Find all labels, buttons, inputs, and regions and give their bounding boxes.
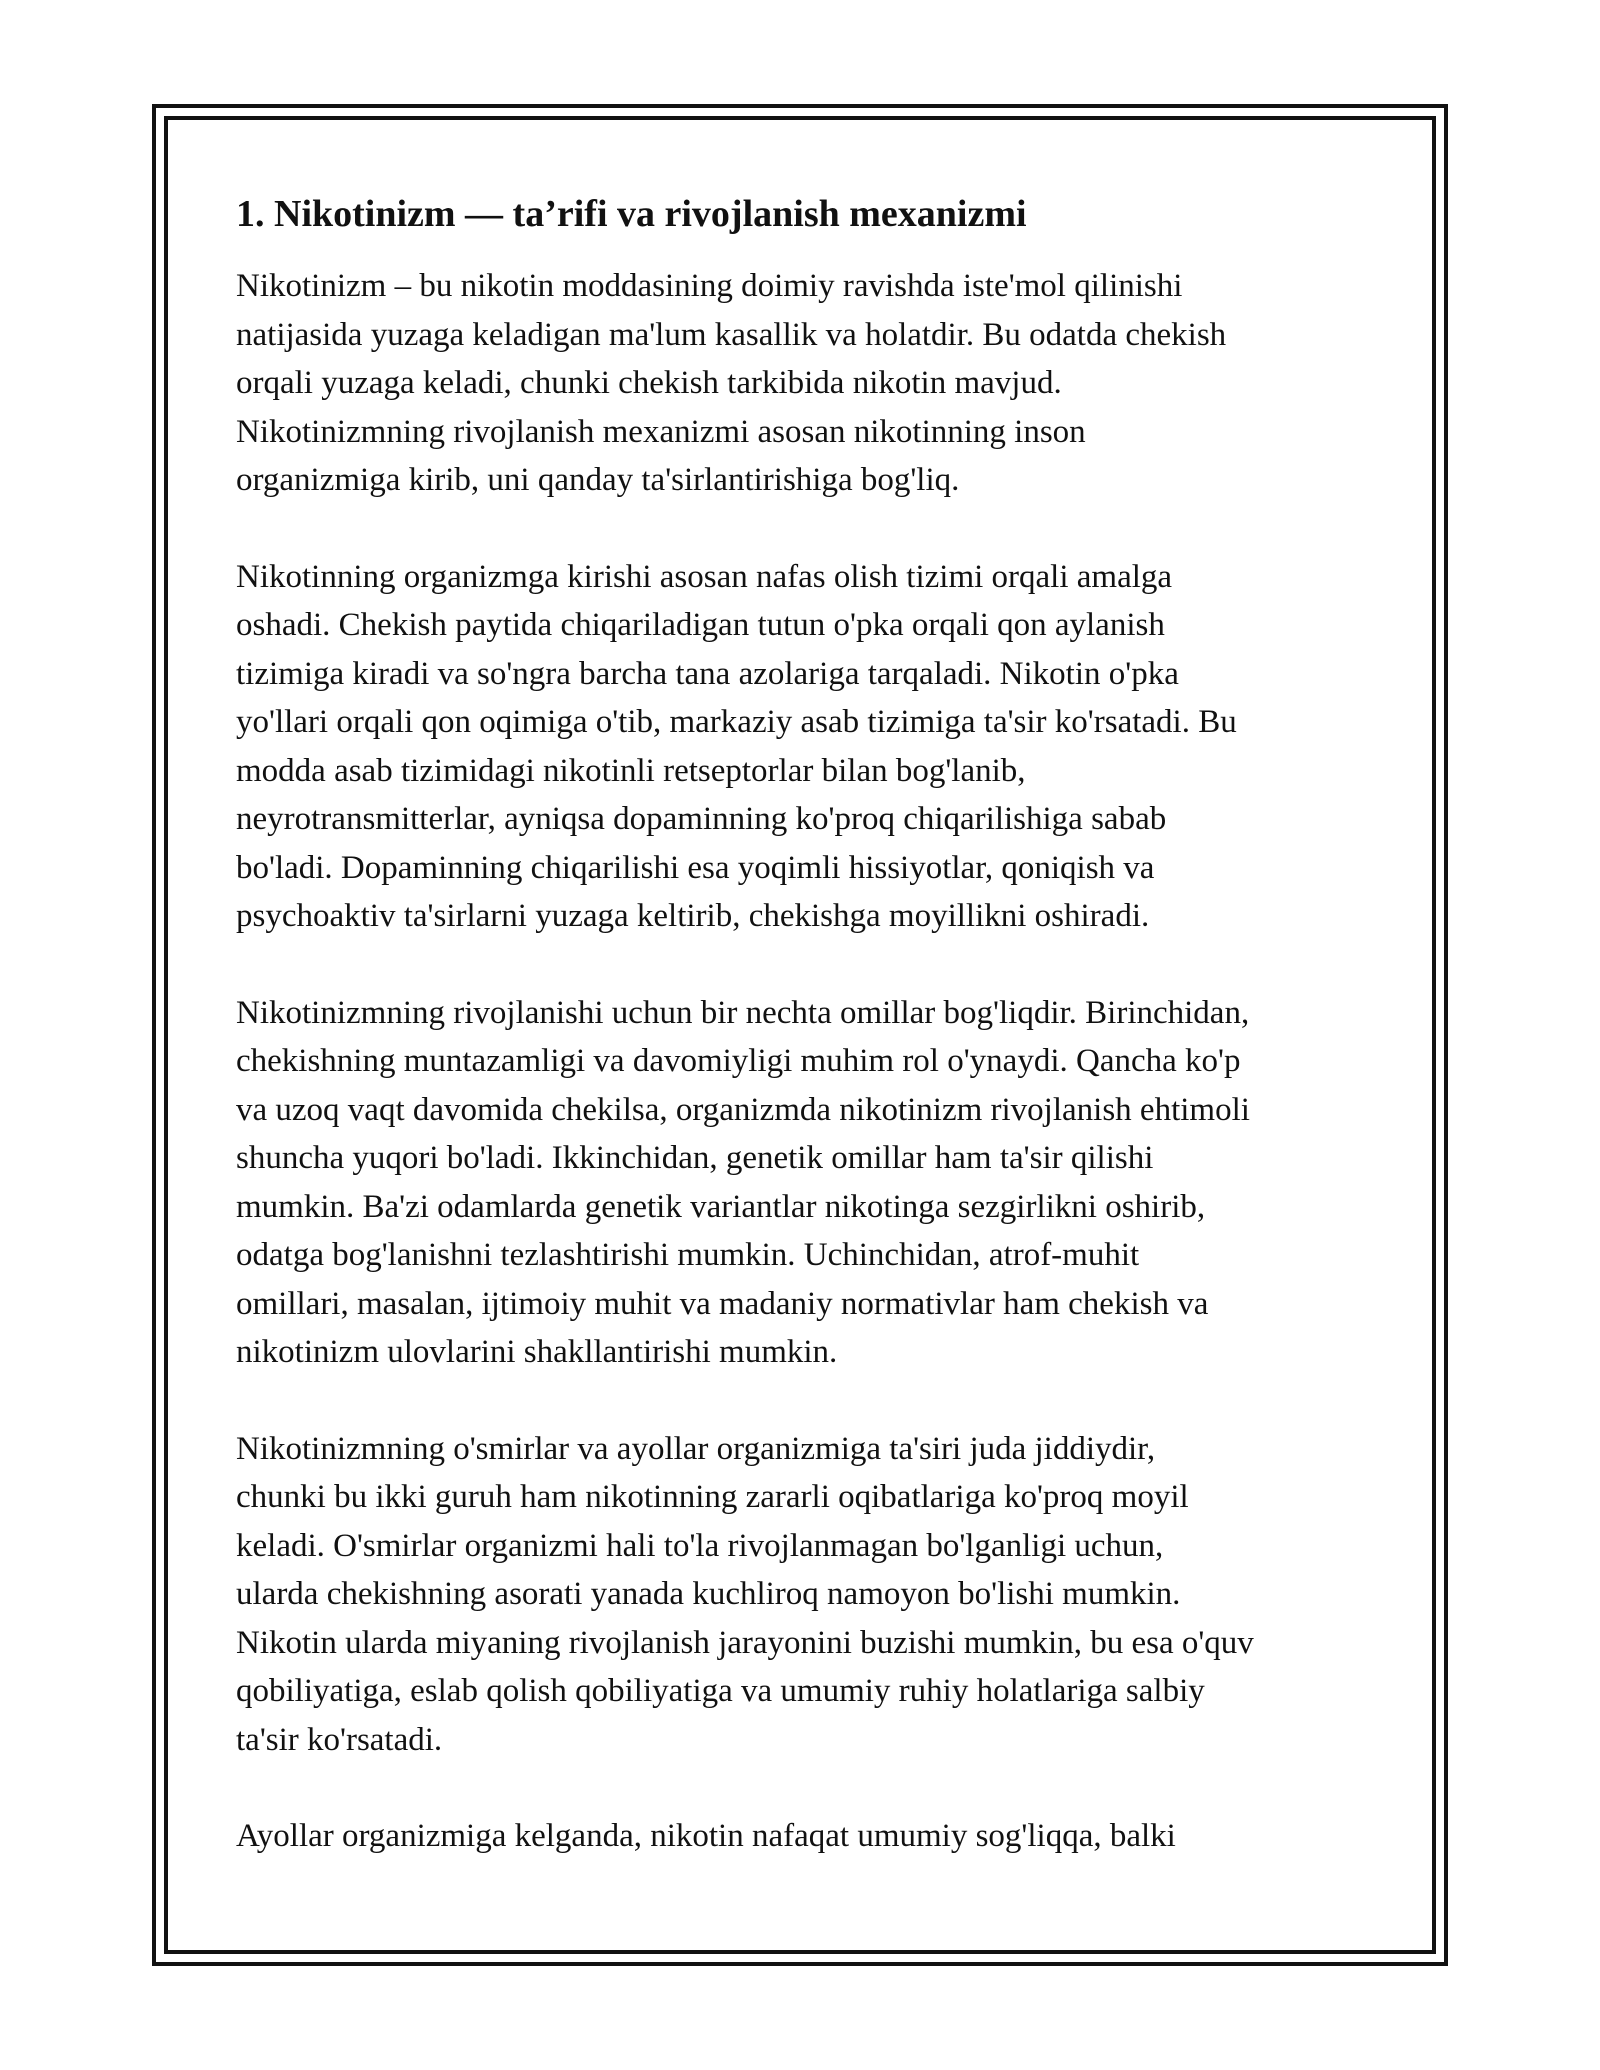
text-line: yo'llari orqali qon oqimiga o'tib, markaziy asab tizimiga ta'sir ko'rsatadi. Bu bbox=[236, 704, 1237, 740]
paragraph bbox=[236, 553, 1386, 941]
text-line: odatga bog'lanishni tezlashtirishi mumkin. Uchinchidan, atrof-muhit bbox=[236, 1237, 1140, 1273]
text-line: Nikotinning organizmga kirishi asosan nafas olish tizimi orqali amalga bbox=[236, 558, 1173, 595]
text-line: chunki bu ikki guruh ham nikotinning zararli oqibatlariga ko'proq moyil bbox=[236, 1479, 1189, 1515]
text-line: Nikotinizmning rivojlanishi uchun bir nechta omillar bog'liqdir. Birinchidan, bbox=[236, 994, 1250, 1031]
text-line: orqali yuzaga keladi, chunki chekish tarkibida nikotin mavjud. bbox=[236, 365, 1062, 401]
section-heading: 1. Nikotinizm — ta’rifi va rivojlanish mexanizmi bbox=[236, 193, 1027, 235]
text-line: Ayollar organizmiga kelganda, nikotin nafaqat umumiy sog'liqqa, balki bbox=[236, 1818, 1176, 1854]
text-line: oshadi. Chekish paytida chiqariladigan tutun o'pka orqali qon aylanish bbox=[236, 607, 1165, 643]
text-line: Nikotinizmning rivojlanish mexanizmi asosan nikotinning inson bbox=[236, 413, 1086, 450]
paragraph bbox=[236, 262, 1386, 505]
text-line: omillari, masalan, ijtimoiy muhit va madaniy normativlar ham chekish va bbox=[236, 1285, 1209, 1322]
paragraph bbox=[236, 1812, 1386, 1861]
text-line: psychoaktiv ta'sirlarni yuzaga keltirib, chekishga moyillikni oshiradi. bbox=[236, 898, 1150, 934]
text-line: keladi. O'smirlar organizmi hali to'la rivojlanmagan bo'lganligi uchun, bbox=[236, 1527, 1164, 1564]
document-body bbox=[236, 190, 1386, 1909]
text-line: organizmiga kirib, uni qanday ta'sirlantirishiga bog'liq. bbox=[236, 462, 960, 498]
text-line: nikotinizm ulovlarini shakllantirishi mumkin. bbox=[236, 1334, 838, 1370]
paragraph-list bbox=[236, 262, 1386, 1861]
text-line: va uzoq vaqt davomida chekilsa, organizmda nikotinizm rivojlanish ehtimoli bbox=[236, 1091, 1250, 1128]
text-line: mumkin. Ba'zi odamlarda genetik variantlar nikotinga sezgirlikni oshirib, bbox=[236, 1188, 1206, 1225]
text-line: ta'sir ko'rsatadi. bbox=[236, 1721, 443, 1758]
text-line: natijasida yuzaga keladigan ma'lum kasallik va holatdir. Bu odatda chekish bbox=[236, 316, 1227, 353]
text-line: bo'ladi. Dopaminning chiqarilishi esa yoqimli hissiyotlar, qoniqish va bbox=[236, 849, 1155, 886]
paragraph bbox=[236, 1425, 1386, 1765]
text-line: Nikotin ularda miyaning rivojlanish jarayonini buzishi mumkin, bu esa o'quv bbox=[236, 1624, 1254, 1661]
paragraph bbox=[236, 989, 1386, 1377]
text-line: neyrotransmitterlar, ayniqsa dopaminning ko'proq chiqarilishiga sabab bbox=[236, 801, 1167, 837]
text-line: qobiliyatiga, eslab qolish qobiliyatiga va umumiy ruhiy holatlariga salbiy bbox=[236, 1673, 1205, 1709]
text-line: ularda chekishning asorati yanada kuchliroq namoyon bo'lishi mumkin. bbox=[236, 1576, 1181, 1612]
text-line: chekishning muntazamligi va davomiyligi muhim rol o'ynaydi. Qancha ko'p bbox=[236, 1043, 1241, 1079]
text-line: Nikotinizm – bu nikotin moddasining doimiy ravishda iste'mol qilinishi bbox=[236, 268, 1183, 304]
text-line: modda asab tizimidagi nikotinli retseptorlar bilan bog'lanib, bbox=[236, 752, 1026, 789]
text-line: shuncha yuqori bo'ladi. Ikkinchidan, genetik omillar ham ta'sir qilishi bbox=[236, 1140, 1154, 1176]
text-line: Nikotinizmning o'smirlar va ayollar organizmiga ta'siri juda jiddiydir, bbox=[236, 1430, 1156, 1467]
text-line: tizimiga kiradi va so'ngra barcha tana azolariga tarqaladi. Nikotin o'pka bbox=[236, 655, 1179, 692]
